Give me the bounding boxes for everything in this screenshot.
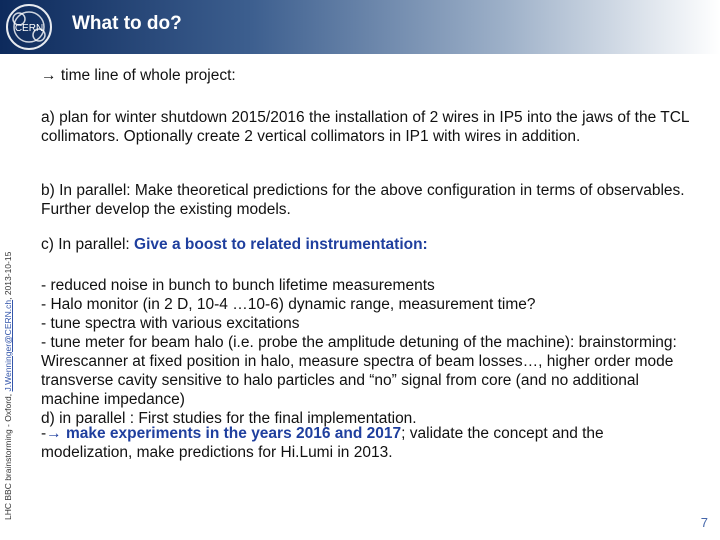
sidebar-suffix: , 2013-10-15 [3, 251, 13, 300]
list-item: - Halo monitor (in 2 D, 10-4 …10-6) dynamic range, measurement time? [41, 296, 536, 313]
sidebar-prefix: LHC BBC brainstorming - Oxford, [3, 391, 13, 520]
item-b: b) In parallel: Make theoretical predictions for the above configuration in terms of observables. Further develop the existing models. [41, 182, 685, 218]
slide-title: What to do? [72, 13, 182, 34]
sidebar-footer [3, 160, 17, 520]
timeline-line [41, 66, 696, 85]
slide-header [0, 0, 720, 54]
item-c-prefix: c) In parallel: [41, 236, 135, 253]
list-item: d) in parallel : First studies for the final implementation. [41, 410, 417, 427]
item-a: a) plan for winter shutdown 2015/2016 the installation of 2 wires in IP5 into the jaws of the TCL collimators. Optionally create 2 vertical collimators in IP1 with wires in addition. [41, 109, 689, 145]
experiments-suffix: ; validate the concept and the modelization, make predictions for Hi.Lumi in 2013. [41, 425, 604, 461]
item-c [41, 235, 696, 254]
experiments-highlight: make experiments in the years 2016 and 2017 [61, 425, 402, 442]
list-item: - tune spectra with various excitations [41, 315, 300, 332]
svg-text:CERN: CERN [14, 23, 44, 34]
list-item: - reduced noise in bunch to bunch lifetime measurements [41, 277, 435, 294]
instrumentation-list [41, 276, 696, 428]
cern-logo-icon [2, 2, 56, 52]
item-c-highlight: Give a boost to related instrumentation: [134, 236, 428, 253]
timeline-text: time line of whole project: [60, 67, 236, 84]
item-experiments [41, 424, 696, 462]
arrow-icon: → [46, 425, 62, 442]
list-item: - tune meter for beam halo (i.e. probe the amplitude detuning of the machine): brainstorming: Wirescanner at fixed position in halo, measure spectra of beam losses…, higher order mode transverse cavity sensitive to halo particles and “no” signal from core (and no additional machine impedance) [41, 334, 677, 408]
page-number: 7 [700, 515, 708, 530]
dash-prefix: - [41, 425, 47, 442]
author-email-link[interactable]: J.Wenninger@CERN.ch [3, 299, 13, 392]
arrow-icon: → [41, 67, 57, 84]
